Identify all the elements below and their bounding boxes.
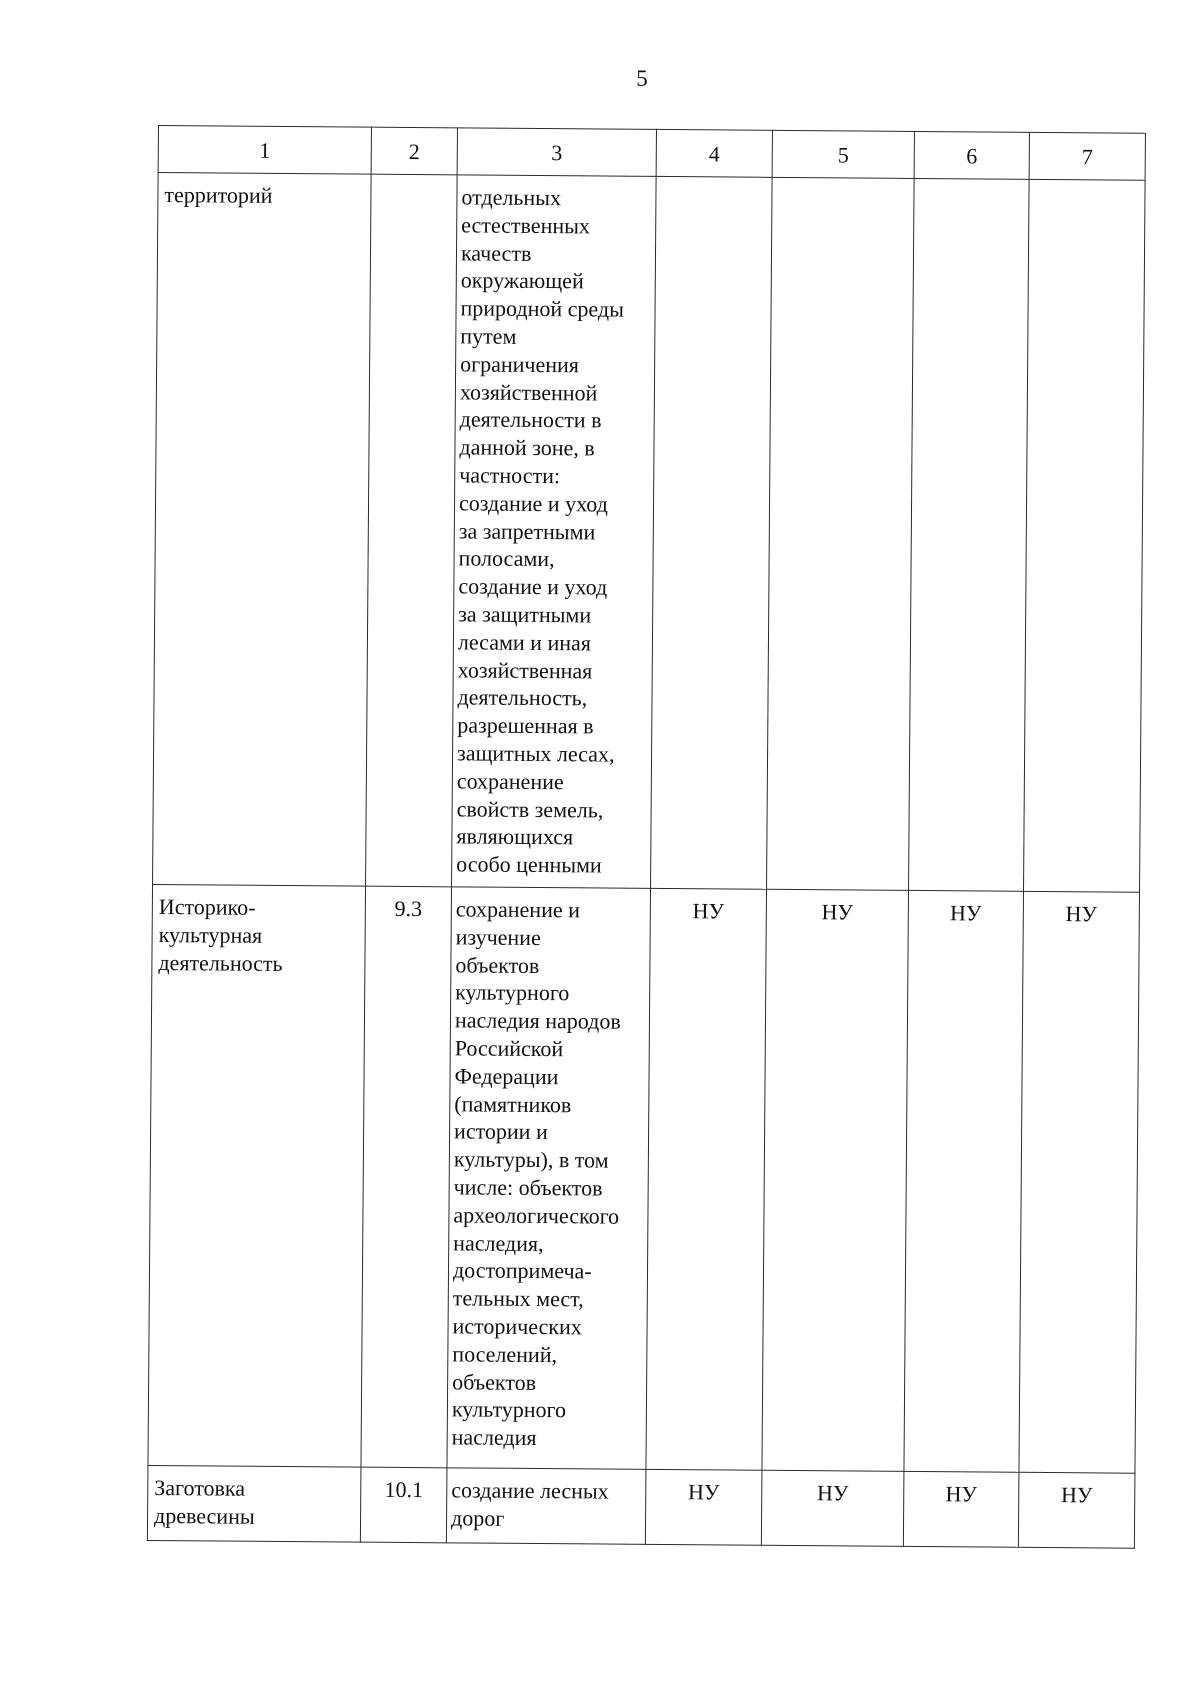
cell-line: данной зоне, в xyxy=(459,434,595,461)
cell-line: полосами, xyxy=(458,545,555,572)
cell-line: ограничения xyxy=(460,351,580,378)
cell-line: культурного xyxy=(455,979,570,1006)
cell-line: создание и уход xyxy=(458,490,608,517)
table-row xyxy=(147,1465,1135,1548)
value-cell-7: НУ xyxy=(1018,1472,1135,1548)
activity-name-cell xyxy=(147,1465,361,1542)
value-cell-5: НУ xyxy=(761,1470,904,1546)
value-cell-4: НУ xyxy=(646,888,767,1470)
cell-line: естественных xyxy=(461,212,591,239)
cell-line: качеств xyxy=(460,239,532,266)
code-cell: 10.1 xyxy=(360,1467,447,1543)
description-cell xyxy=(452,175,657,889)
cell-line: сохранение xyxy=(456,768,564,794)
description-cell xyxy=(447,887,651,1470)
header-cell-4: 4 xyxy=(656,129,772,177)
cell-line: Заготовка xyxy=(154,1475,246,1501)
cell-line: достопримеча- xyxy=(452,1257,592,1284)
page-number: 5 xyxy=(636,66,648,91)
header-cell-1: 1 xyxy=(158,126,371,175)
cell-line: археологического xyxy=(453,1202,620,1229)
value-cell-4 xyxy=(651,176,773,889)
cell-line: Российской xyxy=(454,1035,564,1062)
value-cell-7: НУ xyxy=(1019,891,1140,1473)
cell-line: объектов xyxy=(452,1368,537,1395)
cell-line: тельных мест, xyxy=(452,1285,584,1312)
cell-line: за запретными xyxy=(458,517,596,545)
header-cell-7: 7 xyxy=(1029,132,1145,180)
value-cell-6 xyxy=(909,178,1030,891)
cell-line: создание и уход xyxy=(458,573,608,600)
value-cell-4: НУ xyxy=(645,1469,762,1545)
activity-name-cell xyxy=(148,884,366,1467)
cell-line: сохранение и xyxy=(455,896,581,923)
cell-line: хозяйственная xyxy=(457,656,593,683)
regulations-table xyxy=(147,125,1146,1549)
cell-line: древесины xyxy=(153,1502,255,1529)
value-cell-6: НУ xyxy=(903,1471,1019,1547)
description-cell xyxy=(446,1468,646,1545)
value-cell-5: НУ xyxy=(762,889,909,1471)
cell-line: деятельность, xyxy=(457,684,588,711)
cell-line: деятельности в xyxy=(459,406,602,433)
cell-line: лесами и иная xyxy=(457,629,592,656)
cell-line: защитных лесах, xyxy=(456,740,615,767)
cell-line: объектов xyxy=(455,951,540,978)
table-row xyxy=(148,884,1140,1473)
cell-line: числе: объектов xyxy=(453,1174,603,1201)
cell-line: Историко- xyxy=(158,894,256,920)
header-cell-3: 3 xyxy=(457,128,656,177)
cell-line: изучение xyxy=(455,924,541,950)
cell-line: отдельных xyxy=(461,184,562,211)
cell-line: хозяйственной xyxy=(459,378,598,406)
cell-line: территорий xyxy=(164,182,273,208)
cell-line: наследия, xyxy=(453,1229,544,1256)
cell-line: (памятников xyxy=(454,1090,572,1117)
code-cell: 9.3 xyxy=(361,886,452,1468)
cell-line: культурная xyxy=(158,921,263,948)
cell-line: разрешенная в xyxy=(457,712,594,739)
cell-line: деятельность xyxy=(158,949,283,976)
cell-line: культуры), в том xyxy=(453,1146,609,1173)
header-row xyxy=(158,126,1145,181)
header-cell-6: 6 xyxy=(914,131,1029,179)
cell-line: исторических xyxy=(452,1313,582,1340)
cell-line: поселений, xyxy=(452,1341,558,1367)
header-cell-5: 5 xyxy=(772,130,914,178)
cell-line: природной среды xyxy=(460,295,625,322)
value-cell-5 xyxy=(767,177,915,890)
cell-line: наследия xyxy=(451,1424,537,1451)
table-row xyxy=(153,173,1146,893)
cell-line: свойств земель, xyxy=(456,795,604,823)
value-cell-7 xyxy=(1024,179,1146,892)
cell-line: окружающей xyxy=(460,267,584,294)
value-cell-6: НУ xyxy=(904,890,1024,1472)
cell-line: являющихся xyxy=(456,823,574,850)
cell-line: особо ценными xyxy=(456,851,602,878)
activity-name-cell xyxy=(153,173,372,887)
code-cell xyxy=(366,174,458,887)
cell-line: дорог xyxy=(450,1505,505,1531)
cell-line: наследия народов xyxy=(454,1007,621,1034)
cell-line: культурного xyxy=(451,1396,567,1423)
cell-line: создание лесных xyxy=(451,1477,609,1504)
cell-line: Федерации xyxy=(454,1063,559,1089)
cell-line: частности: xyxy=(459,462,561,489)
header-cell-2: 2 xyxy=(371,127,457,175)
cell-line: путем xyxy=(460,323,517,349)
cell-line: истории и xyxy=(454,1118,548,1145)
cell-line: за защитными xyxy=(458,601,592,628)
